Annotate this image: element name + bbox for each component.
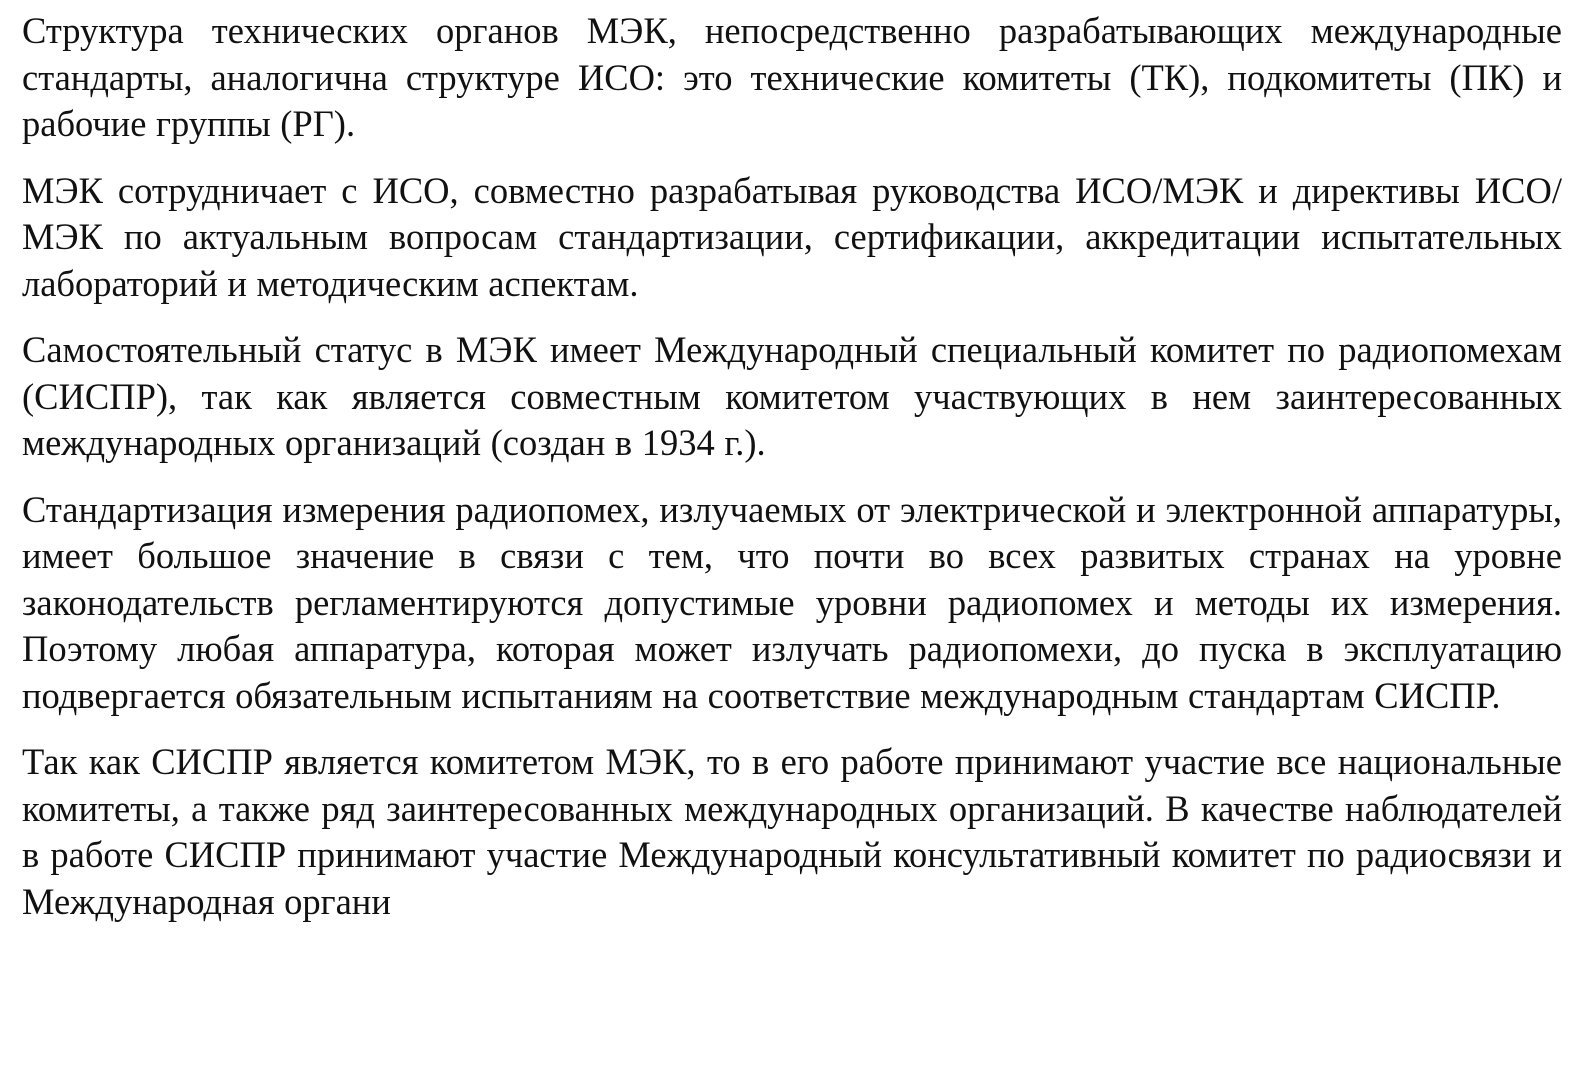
paragraph-cispr-participants: Так как СИСПР является комитетом МЭК, то в его работе принимают участие все национальные комитеты, а также ряд заинтересованных международных организаций. В качестве наблюдателей в работе СИСПР принимают участие Международный консультативный комитет по радиосвязи и Международная органи [22,741,1562,922]
paragraph-cispr-status: Самостоятельный статус в МЭК имеет Международный специальный комитет по радиопомехам (СИСПР), так как является совместным комитетом участвующих в нем заинтересованных международных организаций (создан в 1934 г.). [22,329,1562,463]
paragraph-radio-interference-standardization: Стандартизация измерения радиопомех, излучаемых от электрической и электронной аппаратуры, имеет большое значение в связи с тем, что почти во всех развитых странах на уровне законодательств регламентируются допустимые уровни радиопомех и методы их измерения. Поэтому любая аппаратура, которая может излучать радиопомехи, до пуска в эксплуатацию подвергается обязательным испытаниям на соответствие международным стандартам СИСПР. [22,488,1562,716]
document-page [22,8,1562,945]
paragraph-iec-iso-cooperation: МЭК сотрудничает с ИСО, совместно разрабатывая руководства ИСО/МЭК и директивы ИСО/МЭК по актуальным вопросам стандартизации, сертификации, аккредитации испытательных лабораторий и методическим аспектам. [22,169,1562,304]
paragraph-iec-structure: Структура технических органов МЭК, непосредственно разрабатывающих международные стандарты, аналогична структуре ИСО: это технические комитеты (ТК), подкомитеты (ПК) и рабочие группы (РГ). [22,10,1562,144]
